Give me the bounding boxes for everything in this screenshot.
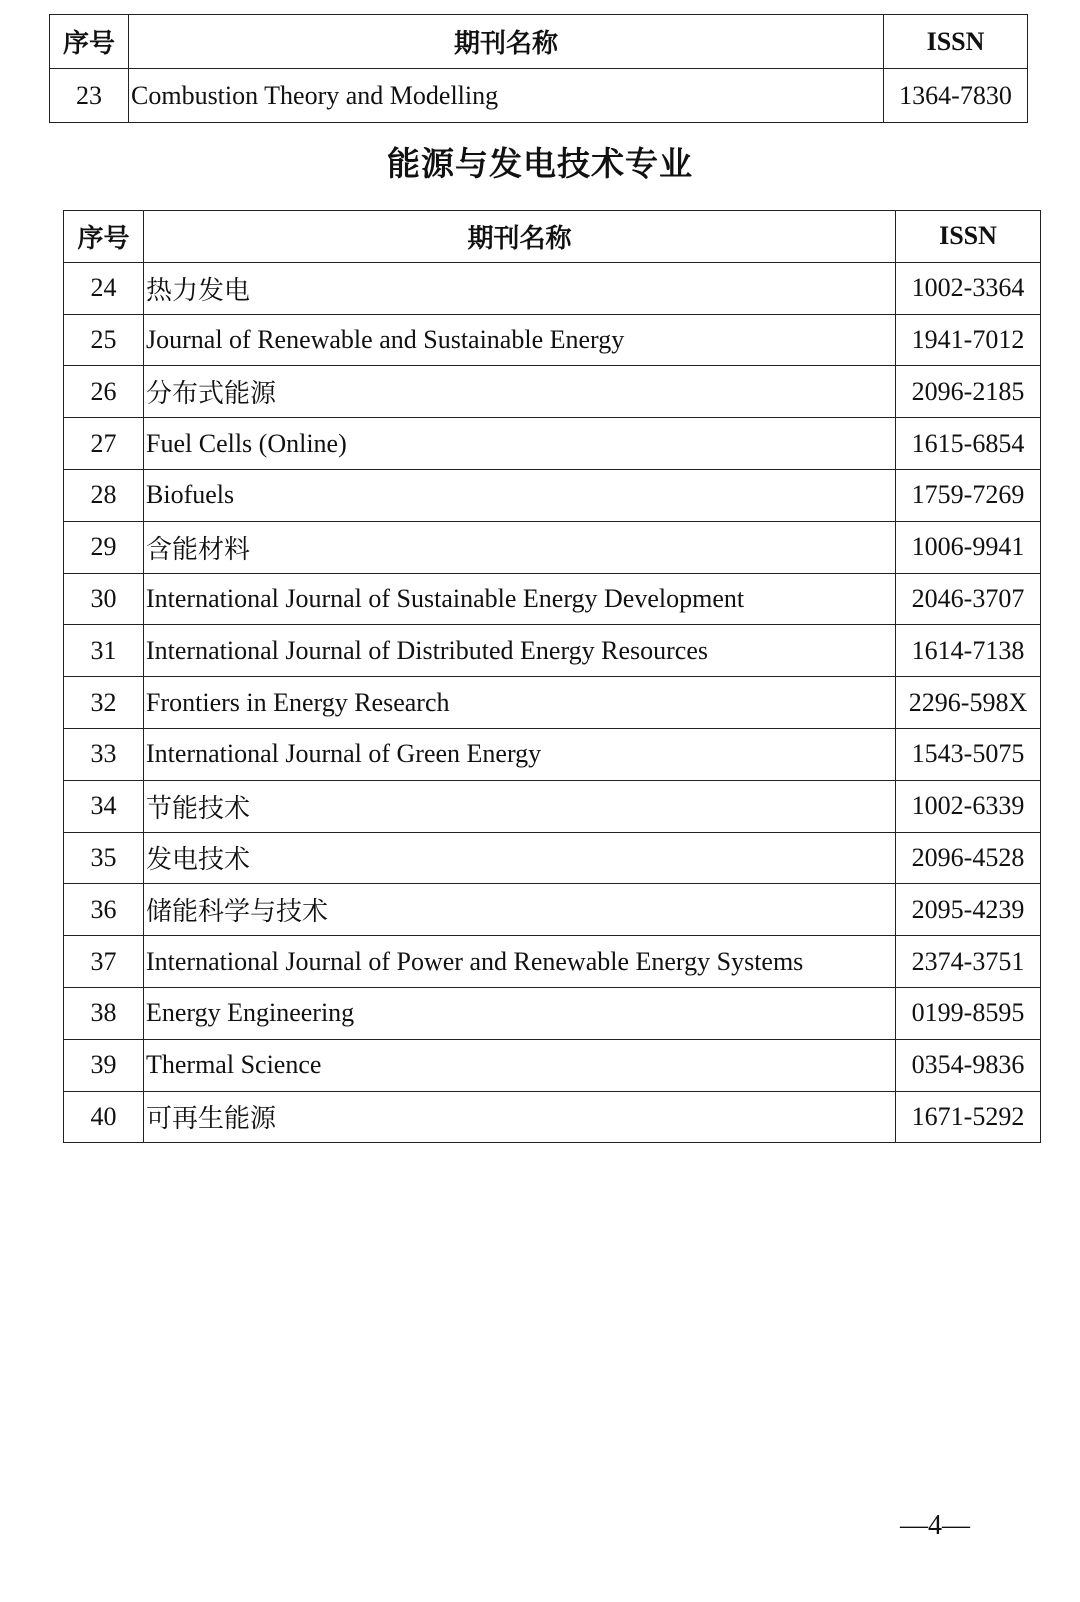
issn-cell: 2046-3707 — [896, 573, 1041, 625]
serial-number-cell: 27 — [64, 418, 144, 470]
header-journal-name: 期刊名称 — [129, 15, 884, 69]
table-row — [64, 521, 1041, 573]
header-issn: ISSN — [884, 15, 1028, 69]
issn-cell: 1002-3364 — [896, 262, 1041, 314]
table-header-row — [64, 211, 1041, 263]
header-journal-name: 期刊名称 — [144, 211, 896, 263]
journal-name-cell: Combustion Theory and Modelling — [129, 69, 884, 123]
section-heading: 能源与发电技术专业 — [387, 144, 693, 183]
journal-name-cell: 含能材料 — [144, 521, 896, 573]
issn-cell: 2374-3751 — [896, 936, 1041, 988]
table-header-row — [50, 15, 1028, 69]
journal-name-cell: International Journal of Distributed Energy Resources — [144, 625, 896, 677]
journal-name-cell: 可再生能源 — [144, 1091, 896, 1143]
serial-number-cell: 35 — [64, 832, 144, 884]
serial-number-cell: 23 — [50, 69, 129, 123]
issn-cell: 0354-9836 — [896, 1039, 1041, 1091]
issn-cell: 1614-7138 — [896, 625, 1041, 677]
header-serial-number: 序号 — [64, 211, 144, 263]
issn-cell: 1615-6854 — [896, 418, 1041, 470]
journal-name-cell: 分布式能源 — [144, 366, 896, 418]
table-row — [64, 625, 1041, 677]
serial-number-cell: 37 — [64, 936, 144, 988]
journal-name-cell: 储能科学与技术 — [144, 884, 896, 936]
issn-cell: 2096-2185 — [896, 366, 1041, 418]
serial-number-cell: 40 — [64, 1091, 144, 1143]
table-row — [64, 418, 1041, 470]
journal-table-energy — [63, 210, 1041, 1143]
page-number: —4— — [900, 1510, 970, 1541]
table-row — [64, 728, 1041, 780]
issn-cell: 1759-7269 — [896, 469, 1041, 521]
serial-number-cell: 39 — [64, 1039, 144, 1091]
issn-cell: 2096-4528 — [896, 832, 1041, 884]
issn-cell: 2095-4239 — [896, 884, 1041, 936]
table-row — [64, 832, 1041, 884]
issn-cell: 1671-5292 — [896, 1091, 1041, 1143]
journal-name-cell: International Journal of Power and Renewable Energy Systems — [144, 936, 896, 988]
issn-cell: 0199-8595 — [896, 987, 1041, 1039]
table-row — [64, 469, 1041, 521]
serial-number-cell: 33 — [64, 728, 144, 780]
journal-name-cell: International Journal of Sustainable Energy Development — [144, 573, 896, 625]
serial-number-cell: 24 — [64, 262, 144, 314]
table-row — [64, 573, 1041, 625]
table-row — [64, 677, 1041, 729]
table-row — [64, 936, 1041, 988]
header-serial-number: 序号 — [50, 15, 129, 69]
serial-number-cell: 34 — [64, 780, 144, 832]
journal-name-cell: 发电技术 — [144, 832, 896, 884]
serial-number-cell: 38 — [64, 987, 144, 1039]
journal-name-cell: Fuel Cells (Online) — [144, 418, 896, 470]
issn-cell: 1364-7830 — [884, 69, 1028, 123]
serial-number-cell: 29 — [64, 521, 144, 573]
table-row — [64, 987, 1041, 1039]
issn-cell: 1941-7012 — [896, 314, 1041, 366]
issn-cell: 1543-5075 — [896, 728, 1041, 780]
serial-number-cell: 32 — [64, 677, 144, 729]
table-row — [64, 780, 1041, 832]
serial-number-cell: 26 — [64, 366, 144, 418]
issn-cell: 2296-598X — [896, 677, 1041, 729]
journal-name-cell: 热力发电 — [144, 262, 896, 314]
table-row — [64, 314, 1041, 366]
table-row — [64, 262, 1041, 314]
serial-number-cell: 31 — [64, 625, 144, 677]
issn-cell: 1006-9941 — [896, 521, 1041, 573]
header-issn: ISSN — [896, 211, 1041, 263]
serial-number-cell: 25 — [64, 314, 144, 366]
serial-number-cell: 30 — [64, 573, 144, 625]
journal-table-continued — [49, 14, 1028, 123]
journal-name-cell: 节能技术 — [144, 780, 896, 832]
journal-name-cell: Biofuels — [144, 469, 896, 521]
journal-name-cell: Frontiers in Energy Research — [144, 677, 896, 729]
journal-name-cell: Thermal Science — [144, 1039, 896, 1091]
table-row — [64, 366, 1041, 418]
journal-name-cell: Energy Engineering — [144, 987, 896, 1039]
journal-name-cell: Journal of Renewable and Sustainable Energy — [144, 314, 896, 366]
table-row — [50, 69, 1028, 123]
issn-cell: 1002-6339 — [896, 780, 1041, 832]
journal-name-cell: International Journal of Green Energy — [144, 728, 896, 780]
table-row — [64, 884, 1041, 936]
serial-number-cell: 36 — [64, 884, 144, 936]
table-row — [64, 1039, 1041, 1091]
serial-number-cell: 28 — [64, 469, 144, 521]
table-row — [64, 1091, 1041, 1143]
